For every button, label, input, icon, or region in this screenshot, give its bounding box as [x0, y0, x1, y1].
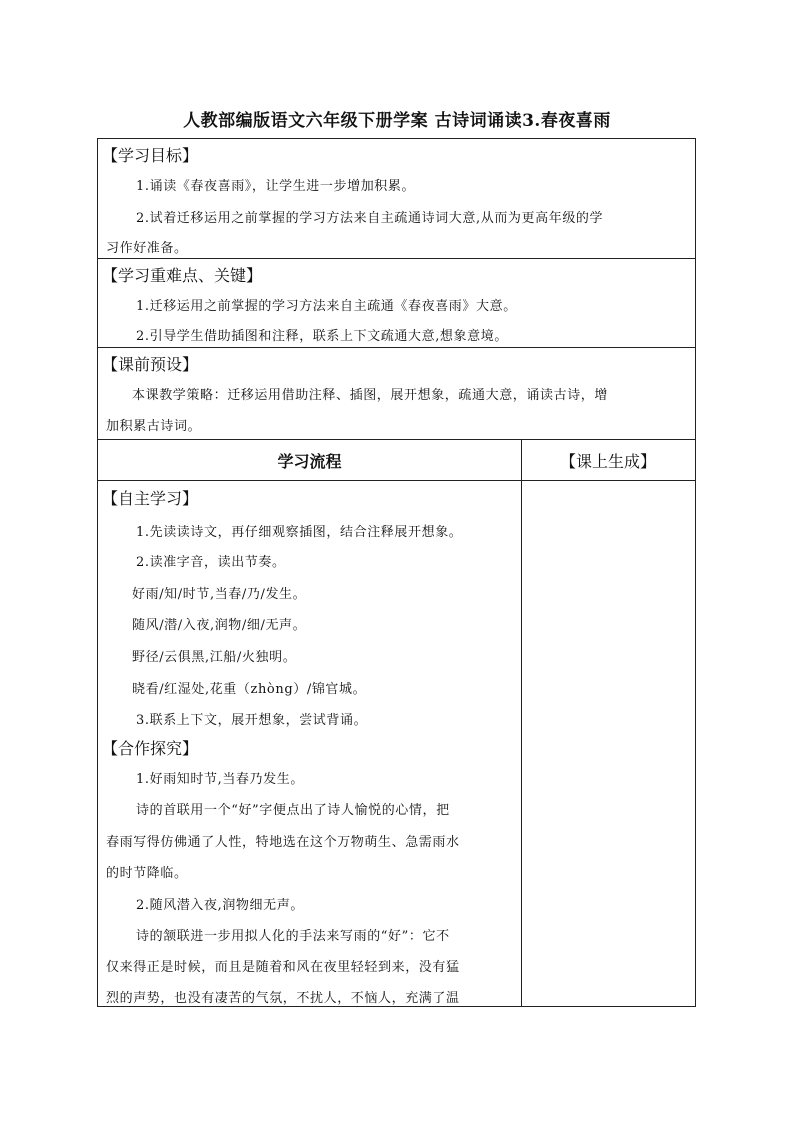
cooperation-heading: 【合作探究】 [102, 739, 199, 758]
poem-line: 野径/云俱黑,江船/火独明。 [132, 650, 297, 665]
cooperation-item: 2.随风潜入夜,润物细无声。 [136, 898, 304, 913]
preview-line: 加积累古诗词。 [106, 419, 202, 434]
objective-item: 1.诵读《春夜喜雨》，让学生进一步增加积累。 [136, 179, 416, 194]
key-point-item: 2.引导学生借助插图和注释，联系上下文疏通大意,想象意境。 [136, 329, 508, 344]
preview-section [97, 347, 696, 440]
self-study-item: 1.先读读诗文，再仔细观察插图，结合注释展开想象。 [136, 525, 463, 540]
objectives-heading: 【学习目标】 [102, 146, 199, 165]
table-header-process: 学习流程 [98, 440, 522, 480]
objective-item: 习作好准备。 [106, 241, 188, 256]
table-header-generation: 【课上生成】 [559, 451, 656, 471]
key-points-section [97, 258, 696, 348]
self-study-item: 3.联系上下文，展开想象，尝试背诵。 [136, 713, 368, 728]
key-point-item: 1.迁移运用之前掌握的学习方法来自主疏通《春夜喜雨》大意。 [136, 299, 517, 314]
cooperation-text: 春雨写得仿佛通了人性，特地选在这个万物萌生、急需雨水 [106, 835, 460, 850]
page-title: 人教部编版语文六年级下册学案 古诗词诵读3.春夜喜雨 [183, 111, 611, 131]
poem-line: 随风/潜/入夜,润物/细/无声。 [132, 618, 307, 633]
table-header-row [97, 439, 696, 481]
key-points-heading: 【学习重难点、关键】 [102, 266, 263, 285]
cooperation-text: 诗的颔联进一步用拟人化的手法来写雨的“好”：它不 [136, 929, 450, 944]
poem-line: 晓看/红湿处,花重（zhòng）/锦官城。 [132, 682, 367, 697]
cooperation-text: 的时节降临。 [106, 866, 188, 881]
preview-heading: 【课前预设】 [102, 355, 199, 374]
objectives-section [97, 138, 696, 259]
cooperation-text: 仅来得正是时候，而且是随着和风在夜里轻轻到来，没有猛 [106, 960, 460, 975]
cooperation-text: 烈的声势，也没有凄苦的气氛，不扰人，不恼人，充满了温 [106, 991, 460, 1006]
self-study-heading: 【自主学习】 [102, 489, 199, 508]
table-body-row [97, 480, 696, 1007]
cooperation-text: 诗的首联用一个“好”字便点出了诗人愉悦的心情，把 [136, 803, 450, 818]
self-study-item: 2.读准字音，读出节奏。 [136, 555, 286, 570]
poem-line: 好雨/知/时节,当春/乃/发生。 [132, 587, 307, 602]
objective-item: 2.试着迁移运用之前掌握的学习方法来自主疏通诗词大意,从而为更高年级的学 [136, 211, 604, 226]
process-cell [98, 481, 522, 1006]
cooperation-item: 1.好雨知时节,当春乃发生。 [136, 772, 304, 787]
preview-line: 本课教学策略：迁移运用借助注释、插图，展开想象，疏通大意，诵读古诗，增 [132, 388, 609, 403]
in-class-generation-cell [521, 481, 695, 1006]
